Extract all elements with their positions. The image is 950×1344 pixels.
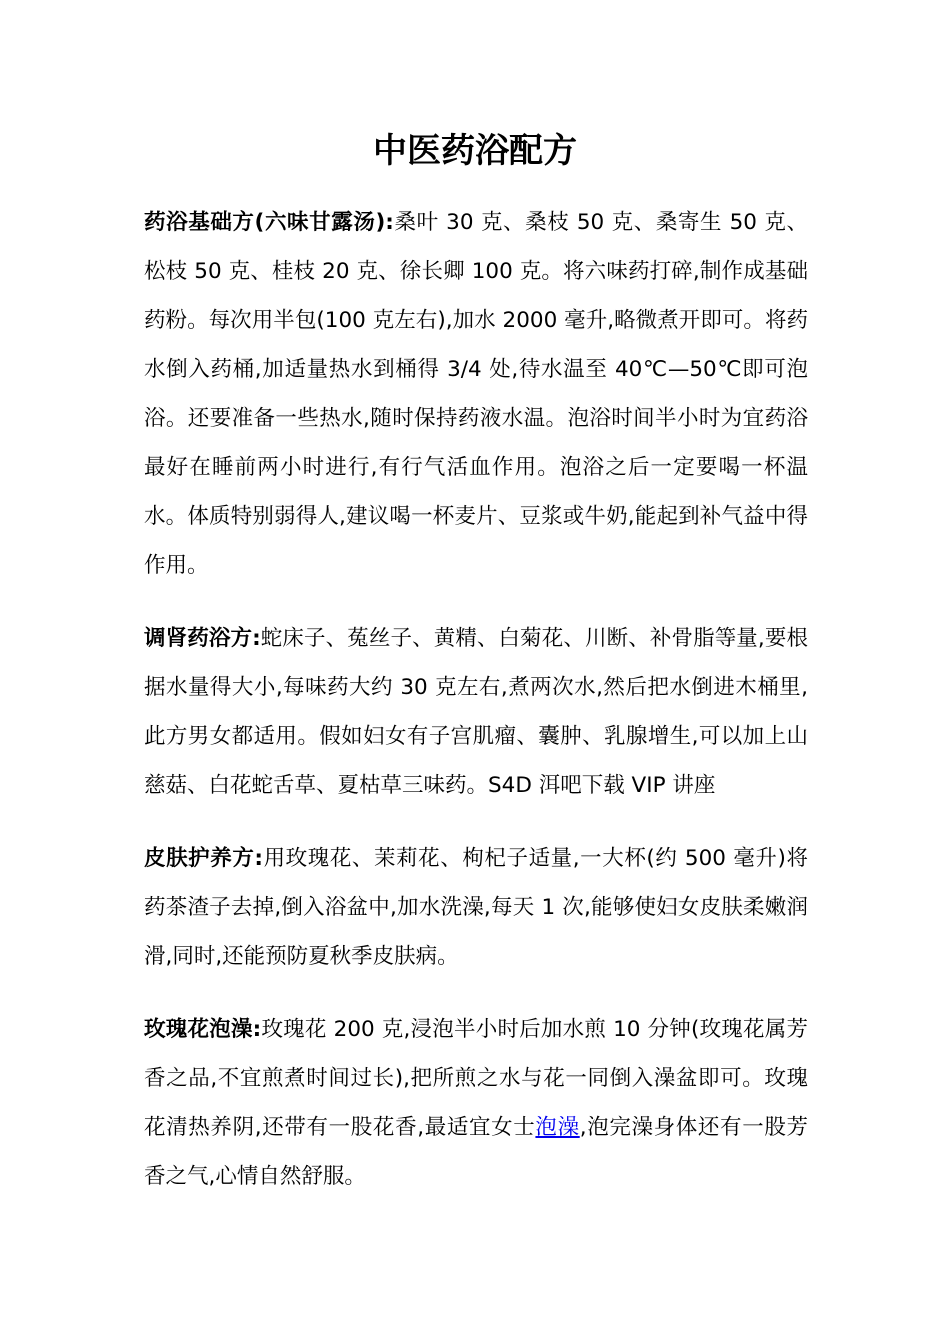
- bath-link[interactable]: 泡澡: [535, 1115, 580, 1140]
- section-skin-formula: [144, 834, 808, 981]
- section-text: 用玫瑰花、茉莉花、枸杞子适量,一大杯(约 500 毫升)将药茶渣子去掉,倒入浴盆中,加水洗澡,每天 1 次,能够使妇女皮肤柔嫩润滑,同时,还能预防夏秋季皮肤病。: [144, 846, 808, 969]
- section-heading: 调肾药浴方:: [144, 626, 261, 651]
- page-title: 中医药浴配方: [373, 131, 577, 171]
- section-kidney-formula: [144, 614, 808, 810]
- section-basic-formula: [144, 198, 808, 590]
- section-text: 蛇床子、菟丝子、黄精、白菊花、川断、补骨脂等量,要根据水量得大小,每味药大约 30 克左右,煮两次水,然后把水倒进木桶里,此方男女都适用。假如妇女有子宫肌瘤、囊肿、乳腺增生,可以加上山慈菇、白花蛇舌草、夏枯草三味药。S4D 洱吧下载 VIP 讲座: [144, 626, 808, 798]
- section-text: ,泡完澡身体还有一股芳香之气,心情自然舒服。: [144, 1115, 808, 1189]
- section-heading: 玫瑰花泡澡:: [144, 1017, 262, 1042]
- section-rose-bath: [144, 1005, 808, 1201]
- section-heading: 药浴基础方(六味甘露汤):: [144, 210, 394, 235]
- section-text: 桑叶 30 克、桑枝 50 克、桑寄生 50 克、松枝 50 克、桂枝 20 克、徐长卿 100 克。将六味药打碎,制作成基础药粉。每次用半包(100 克左右),加水 2000 毫升,略微煮开即可。将药水倒入药桶,加适量热水到桶得 3/4 处,待水温至 40℃—50℃即可泡浴。还要准备一些热水,随时保持药液水温。泡浴时间半小时为宜药浴最好在睡前两小时进行,有行气活血作用。泡浴之后一定要喝一杯温水。体质特别弱得人,建议喝一杯麦片、豆浆或牛奶,能起到补气益中得作用。: [144, 210, 808, 578]
- section-heading: 皮肤护养方:: [144, 846, 264, 871]
- section-text: 玫瑰花 200 克,浸泡半小时后加水煎 10 分钟(玫瑰花属芳香之品,不宜煎煮时间过长),把所煎之水与花一同倒入澡盆即可。玫瑰花清热养阴,还带有一股花香,最适宜女士: [144, 1017, 808, 1140]
- document-body: [144, 198, 808, 1201]
